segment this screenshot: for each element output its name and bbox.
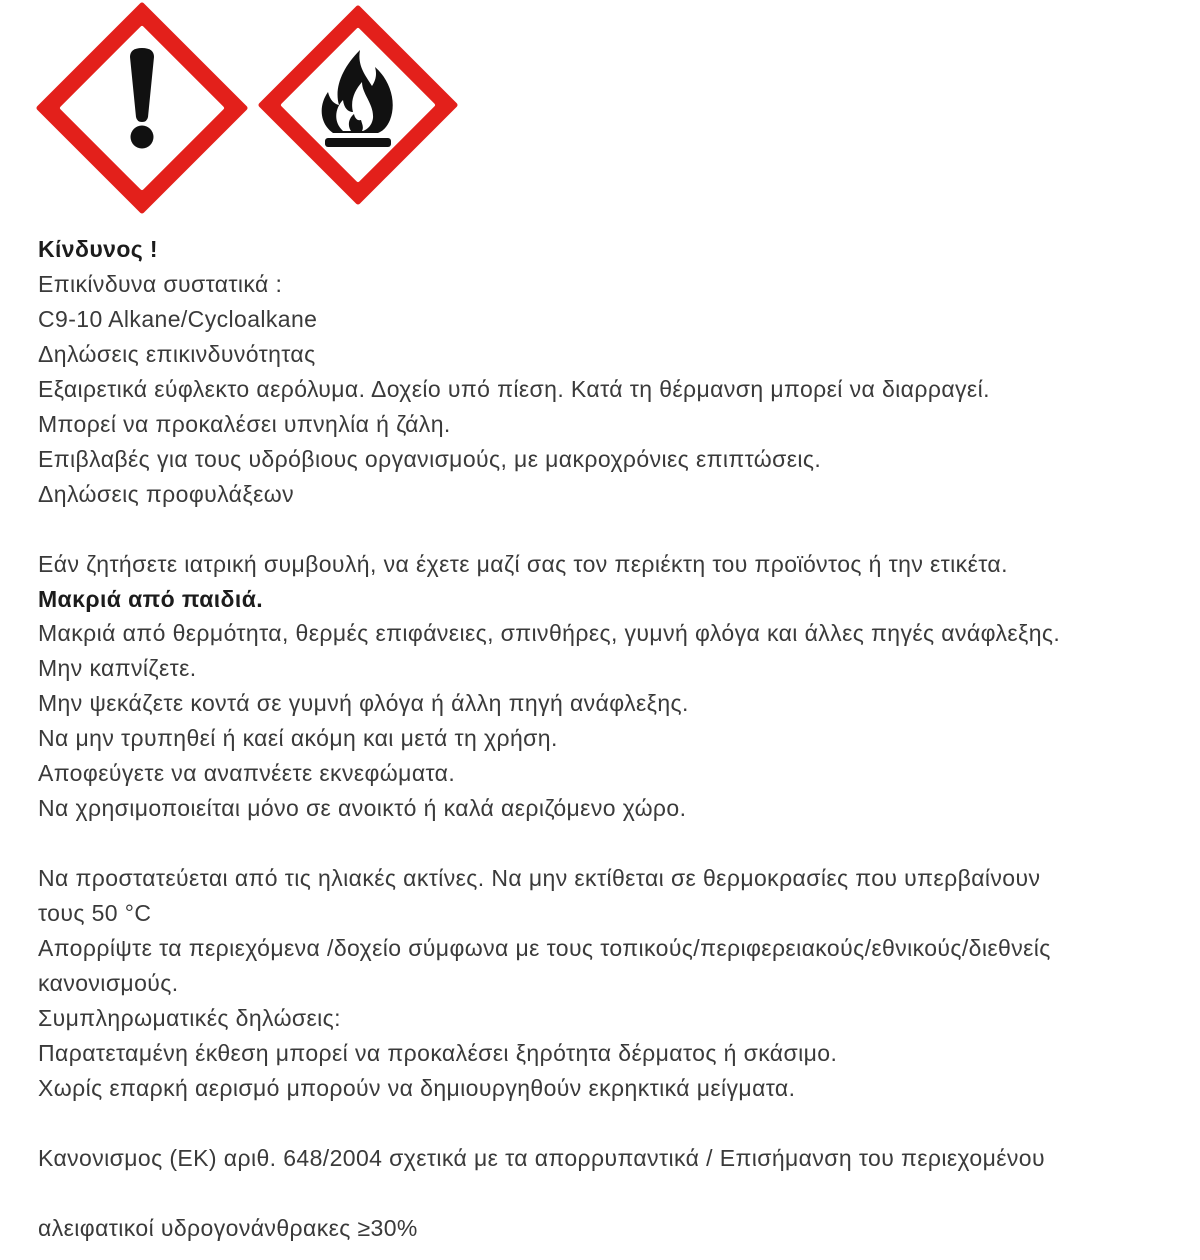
hazard-statement: Μπορεί να προκαλέσει υπνηλία ή ζάλη. xyxy=(38,410,451,437)
blank-line xyxy=(38,512,1188,547)
flame-base-line xyxy=(325,138,391,147)
label-text xyxy=(38,232,1188,1246)
exclamation-mark-pictogram xyxy=(39,5,245,211)
regulation-composition: αλειφατικοί υδρογονάνθρακες ≥30% xyxy=(38,1214,418,1241)
ingredients-heading: Επικίνδυνα συστατικά : xyxy=(38,270,283,297)
blank-line xyxy=(38,1106,1188,1141)
regulation-title: Κανονισμος (ΕΚ) αριθ. 648/2004 σχετικά με τα απορρυπαντικά / Επισήμανση του περιεχομένου xyxy=(38,1144,1045,1171)
prevention-statement: Να μην τρυπηθεί ή καεί ακόμη και μετά τη χρήση. xyxy=(38,725,558,752)
supplementary-statements-heading: Συμπληρωματικές δηλώσεις: xyxy=(38,1004,341,1031)
blank-line xyxy=(38,1176,1188,1211)
blank-line xyxy=(38,826,1188,861)
prevention-statement: Αποφεύγετε να αναπνέετε εκνεφώματα. xyxy=(38,760,456,787)
storage-statement: Να προστατεύεται από τις ηλιακές ακτίνες. Να μην εκτίθεται σε θερμοκρασίες που υπερβαίνουν τους 50 °C xyxy=(38,865,1041,927)
precautionary-general: Εάν ζητήσετε ιατρική συμβουλή, να έχετε μαζί σας τον περιέκτη του προϊόντος ή την ετικέτα. xyxy=(38,550,1008,577)
supplementary-statement: Χωρίς επαρκή αερισμό μπορούν να δημιουργηθούν εκρηκτικά μείγματα. xyxy=(38,1074,796,1101)
keep-away-children: Μακριά από παιδιά. xyxy=(38,585,264,612)
exclamation-dot xyxy=(131,126,154,149)
hazard-statement: Επιβλαβές για τους υδρόβιους οργανισμούς, με μακροχρόνιες επιπτώσεις. xyxy=(38,445,822,472)
flammable-pictogram xyxy=(261,8,455,202)
ghs-pictograms xyxy=(0,0,470,222)
precautionary-statements-heading: Δηλώσεις προφυλάξεων xyxy=(38,480,294,507)
ingredient-item: C9-10 Alkane/Cycloalkane xyxy=(38,305,318,332)
hazard-statements-heading: Δηλώσεις επικινδυνότητας xyxy=(38,340,316,367)
hazard-statement: Εξαιρετικά εύφλεκτο αερόλυμα. Δοχείο υπό πίεση. Κατά τη θέρμανση μπορεί να διαρραγεί. xyxy=(38,375,990,402)
prevention-statement: Μην ψεκάζετε κοντά σε γυμνή φλόγα ή άλλη πηγή ανάφλεξης. xyxy=(38,690,689,717)
signal-word: Κίνδυνος ! xyxy=(38,236,158,262)
prevention-statement: Μακριά από θερμότητα, θερμές επιφάνειες, σπινθήρες, γυμνή φλόγα και άλλες πηγές ανάφλεξης. xyxy=(38,620,1061,647)
disposal-statement: Απορρίψτε τα περιεχόμενα /δοχείο σύμφωνα με τους τοπικούς/περιφερειακούς/εθνικούς/διεθνείς κανονισμούς. xyxy=(38,935,1051,996)
prevention-statement: Μην καπνίζετε. xyxy=(38,655,197,682)
prevention-statement: Να χρησιμοποιείται μόνο σε ανοικτό ή καλά αεριζόμενο χώρο. xyxy=(38,795,687,822)
supplementary-statement: Παρατεταμένη έκθεση μπορεί να προκαλέσει ξηρότητα δέρματος ή σκάσιμο. xyxy=(38,1039,838,1066)
